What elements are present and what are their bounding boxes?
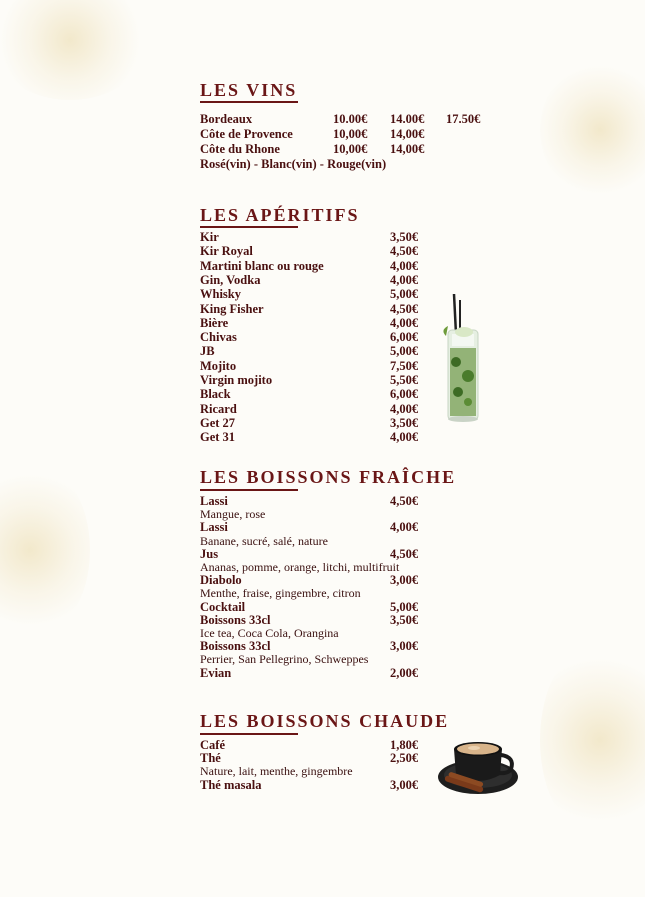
aperitif-name: Black xyxy=(200,387,231,401)
title-underline xyxy=(200,733,298,735)
aperitif-name: Bière xyxy=(200,316,229,330)
drink-price: 4,00€ xyxy=(390,520,419,534)
drink-price: 5,00€ xyxy=(390,600,419,614)
aperitif-price: 6,00€ xyxy=(390,387,419,401)
drink-name: Diabolo xyxy=(200,573,242,587)
section-title-chaude: LES BOISSONS CHAUDE xyxy=(200,711,450,731)
aperitif-name: Get 31 xyxy=(200,430,236,444)
wine-price-carafe: 14,00€ xyxy=(390,142,425,156)
drink-price: 3,00€ xyxy=(390,639,419,653)
aperitif-name: Ricard xyxy=(200,402,237,416)
title-underline xyxy=(200,101,298,103)
section-title-vins: LES VINS xyxy=(200,80,298,100)
drink-description: Ananas, pomme, orange, litchi, multifruit xyxy=(200,560,400,574)
wine-name: Côte du Rhone xyxy=(200,142,280,156)
aperitif-name: Virgin mojito xyxy=(200,373,273,387)
gold-sparkle-decoration xyxy=(0,0,150,100)
drink-price: 4,50€ xyxy=(390,494,419,508)
section-title-fraiche: LES BOISSONS FRAÎCHE xyxy=(200,467,457,487)
aperitif-name: Gin, Vodka xyxy=(200,273,261,287)
title-underline xyxy=(200,226,298,228)
aperitif-name: JB xyxy=(200,344,215,358)
wine-price-glass: 10,00€ xyxy=(333,142,368,156)
wine-price-glass: 10,00€ xyxy=(333,127,368,141)
aperitif-price: 4,00€ xyxy=(390,316,419,330)
wine-price-bottle: 17.50€ xyxy=(446,112,481,126)
aperitif-name: Kir xyxy=(200,230,219,244)
drink-name: Boissons 33cl xyxy=(200,639,271,653)
drink-description: Banane, sucré, salé, nature xyxy=(200,534,328,548)
aperitif-name: Kir Royal xyxy=(200,244,253,258)
drink-name: Café xyxy=(200,738,225,752)
drink-price: 3,00€ xyxy=(390,778,419,792)
aperitif-price: 7,50€ xyxy=(390,359,419,373)
title-underline xyxy=(200,489,298,491)
aperitif-price: 4,00€ xyxy=(390,402,419,416)
gold-sparkle-decoration xyxy=(0,460,90,640)
drink-name: Lassi xyxy=(200,520,228,534)
drink-name: Thé masala xyxy=(200,778,262,792)
aperitif-name: Get 27 xyxy=(200,416,236,430)
aperitif-name: Martini blanc ou rouge xyxy=(200,259,324,273)
wine-types-note: Rosé(vin) - Blanc(vin) - Rouge(vin) xyxy=(200,157,387,171)
aperitif-price: 3,50€ xyxy=(390,416,419,430)
coffee-cup-icon xyxy=(438,735,522,797)
aperitif-price: 3,50€ xyxy=(390,230,419,244)
wine-price-carafe: 14.00€ xyxy=(390,112,425,126)
drink-name: Boissons 33cl xyxy=(200,613,271,627)
drink-description: Perrier, San Pellegrino, Schweppes xyxy=(200,652,369,666)
aperitif-price: 4,00€ xyxy=(390,430,419,444)
wine-name: Côte de Provence xyxy=(200,127,293,141)
drink-name: Jus xyxy=(200,547,219,561)
wine-name: Bordeaux xyxy=(200,112,253,126)
drink-description: Menthe, fraise, gingembre, citron xyxy=(200,586,361,600)
wine-price-glass: 10.00€ xyxy=(333,112,368,126)
drink-price: 1,80€ xyxy=(390,738,419,752)
drink-name: Lassi xyxy=(200,494,228,508)
aperitif-price: 6,00€ xyxy=(390,330,419,344)
aperitif-price: 4,00€ xyxy=(390,259,419,273)
aperitif-price: 4,50€ xyxy=(390,302,419,316)
drink-price: 3,50€ xyxy=(390,613,419,627)
drink-price: 2,00€ xyxy=(390,666,419,680)
aperitif-price: 5,00€ xyxy=(390,287,419,301)
drink-description: Mangue, rose xyxy=(200,507,266,521)
drink-name: Thé xyxy=(200,751,221,765)
drink-name: Cocktail xyxy=(200,600,246,614)
drink-price: 3,00€ xyxy=(390,573,419,587)
aperitif-name: Whisky xyxy=(200,287,241,301)
wine-price-carafe: 14,00€ xyxy=(390,127,425,141)
aperitif-name: Mojito xyxy=(200,359,237,373)
aperitif-price: 5,50€ xyxy=(390,373,419,387)
aperitif-price: 4,50€ xyxy=(390,244,419,258)
aperitif-name: King Fisher xyxy=(200,302,264,316)
drink-name: Evian xyxy=(200,666,232,680)
drink-price: 4,50€ xyxy=(390,547,419,561)
mojito-glass-icon xyxy=(438,292,484,424)
section-title-aperitifs: LES APÉRITIFS xyxy=(200,205,360,225)
drink-description: Ice tea, Coca Cola, Orangina xyxy=(200,626,339,640)
drink-description: Nature, lait, menthe, gingembre xyxy=(200,764,353,778)
gold-sparkle-decoration xyxy=(540,60,645,200)
aperitif-name: Chivas xyxy=(200,330,237,344)
gold-sparkle-decoration xyxy=(540,640,645,840)
aperitif-price: 5,00€ xyxy=(390,344,419,358)
aperitif-price: 4,00€ xyxy=(390,273,419,287)
drink-price: 2,50€ xyxy=(390,751,419,765)
